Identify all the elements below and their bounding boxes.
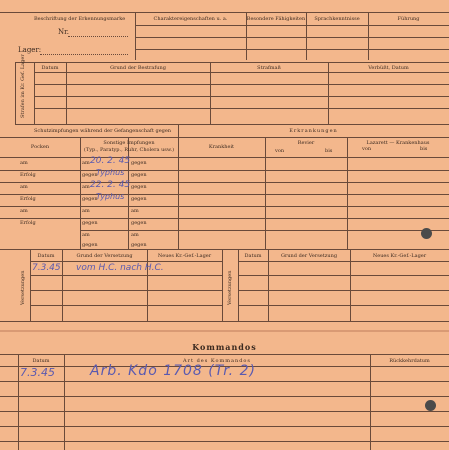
impf-row-3-value: 22. 2. 45	[90, 180, 131, 190]
strafen-strafmass-header: Strafmaß	[257, 65, 281, 71]
sonstige-header: Sonstige Impfungen	[103, 140, 155, 146]
impf-row-5-prefix: am	[82, 208, 90, 214]
impf-row-3-prefix: am	[82, 184, 90, 190]
vers-lager-header-left: Neues Kr.-Gef.-Lager	[157, 253, 212, 259]
impf-row-6-label: Erfolg	[20, 220, 36, 226]
revier-header: Revier	[297, 140, 315, 146]
kommandos-entry-text: Arb. Kdo 1708 (Tr. 2)	[90, 363, 256, 379]
vers-datum-header-left: Datum	[37, 253, 55, 259]
vers-entry-date: 7.3.45	[32, 263, 61, 273]
punch-hole-lower	[425, 400, 436, 411]
impf-row-6-col3: gegen	[131, 220, 147, 226]
beschriftung-label: Beschriftung der Erkennungsmarke	[34, 16, 126, 22]
impf-row-8-prefix: gegen	[82, 242, 98, 248]
impf-row-1-col3: gegen	[131, 160, 147, 166]
impf-row-4-label: Erfolg	[20, 196, 36, 202]
impf-row-2-label: Erfolg	[20, 172, 36, 178]
vers-grund-header-left: Grund der Versetzung	[76, 253, 133, 259]
impf-row-5-col3: am	[131, 208, 139, 214]
punch-hole-upper	[421, 228, 432, 239]
impf-row-4-col3: gegen	[131, 196, 147, 202]
kommandos-datum-header: Datum	[32, 358, 50, 364]
nr-label: Nr.	[58, 28, 69, 36]
impf-row-6-prefix: gegen	[82, 220, 98, 226]
impfungen-header: Schutzimpfungen während der Gefangenschaft gegen	[34, 128, 172, 134]
pocken-header: Pocken	[30, 144, 50, 150]
strafen-grund-header: Grund der Bestrafung	[110, 65, 166, 71]
lager-label: Lager:	[18, 46, 42, 54]
impf-row-3-col3: gegen	[131, 184, 147, 190]
kommandos-art-header: Art des Kommandos	[183, 358, 251, 364]
sprachkenntnisse-header: Sprachkenntnisse	[314, 16, 360, 22]
impf-row-1-value: 20. 2. 45	[90, 156, 131, 166]
impf-row-2-prefix: gegen	[82, 172, 98, 178]
vers-entry-text: vom H.C. nach H.C.	[76, 263, 164, 273]
impf-row-1-prefix: am	[82, 160, 90, 166]
vers-datum-header-right: Datum	[244, 253, 262, 259]
impf-row-2-col3: gegen	[131, 172, 147, 178]
impf-row-1-label: am	[20, 160, 28, 166]
erkrankungen-header: Erkrankungen	[289, 128, 338, 134]
lazarett-header: Lazarett — Krankenhaus	[366, 140, 430, 146]
vers-grund-header-right: Grund der Versetzung	[280, 253, 338, 259]
versetzungen-side-label-right: Versetzungen	[227, 270, 233, 305]
strafen-datum-header: Datum	[41, 65, 59, 71]
impf-row-3-label: am	[20, 184, 28, 190]
impf-row-7-col3: am	[131, 232, 139, 238]
impf-row-8-col3: gegen	[131, 242, 147, 248]
lazarett-bis: bis	[420, 146, 428, 152]
strafen-side-label: Strafen im Kr. Gef. Lager	[20, 54, 26, 118]
vers-lager-header-right: Neues Kr.-Gef.-Lager	[372, 253, 427, 259]
revier-von: von	[275, 148, 285, 154]
sonstige-sub-header: (Typ., Paratyp., Ruhr, Cholera usw.)	[83, 147, 175, 153]
kommandos-title: Kommandos	[192, 342, 257, 352]
impf-row-5-label: am	[20, 208, 28, 214]
card-fold	[0, 330, 449, 332]
kommandos-entry-date: 7.3.45	[20, 366, 55, 379]
kommandos-rueckkehr-header: Rückkehrdatum	[389, 358, 430, 364]
faehigkeiten-header: Besondere Fähigkeiten	[246, 16, 306, 22]
impf-row-7-prefix: am	[82, 232, 90, 238]
krankheit-header: Krankheit	[208, 144, 235, 150]
fuehrung-header: Führung	[397, 16, 420, 22]
impf-row-4-value: Typhus	[96, 192, 125, 201]
charakter-header: Charaktereigenschaften u. a.	[153, 16, 228, 22]
revier-bis: bis	[325, 148, 333, 154]
impf-row-4-prefix: gegen	[82, 196, 98, 202]
impf-row-2-value: Typhus	[96, 168, 125, 177]
strafen-verbuesst-header: Verbüßt, Datum	[368, 65, 409, 71]
versetzungen-side-label-left: Versetzungen	[20, 270, 26, 305]
lazarett-von: von	[362, 146, 372, 152]
